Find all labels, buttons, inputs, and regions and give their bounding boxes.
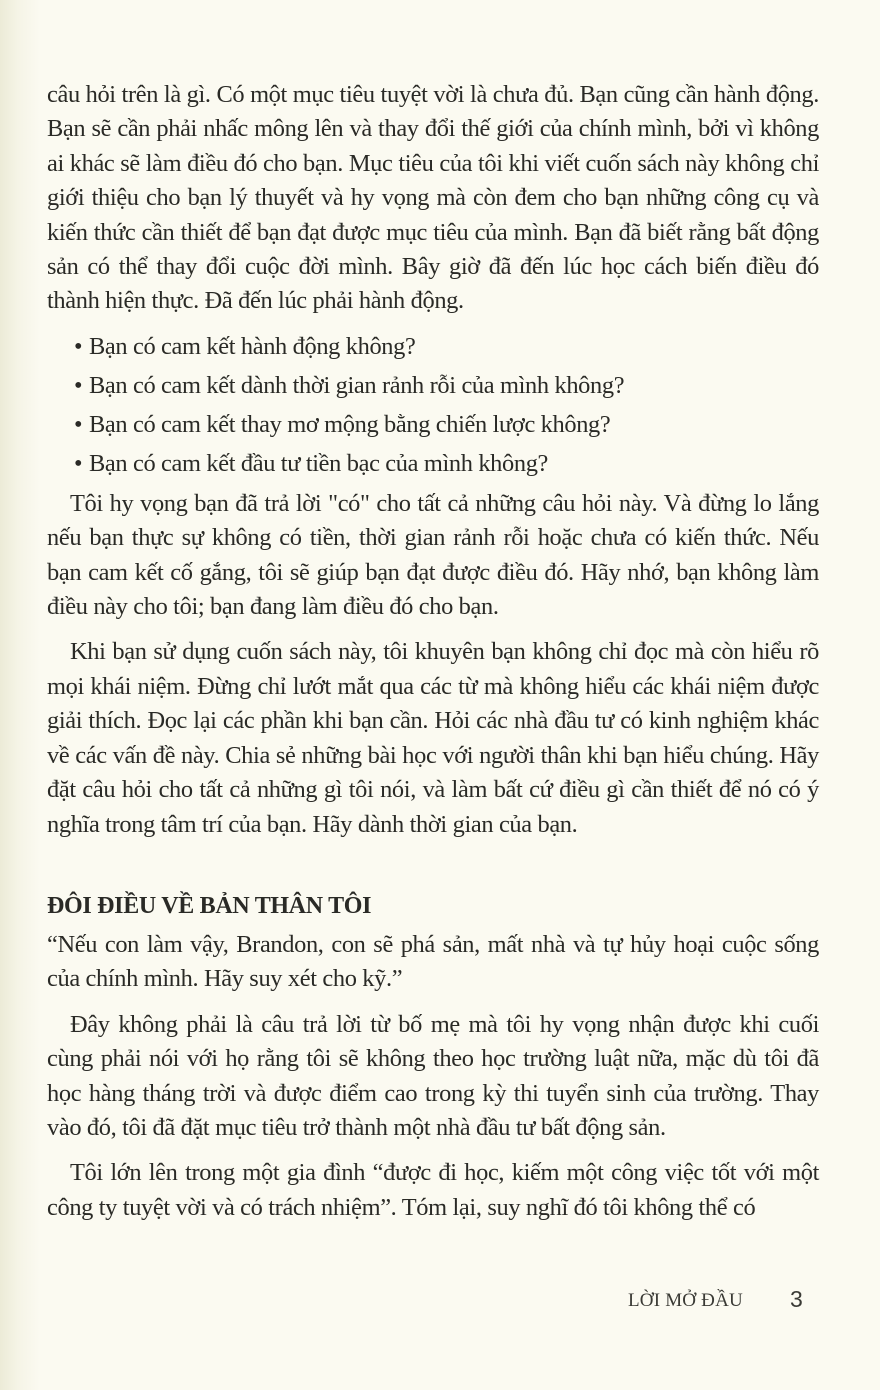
list-item: • Bạn có cam kết đầu tư tiền bạc của mình không? — [74, 448, 819, 480]
section-heading: ĐÔI ĐIỀU VỀ BẢN THÂN TÔI — [47, 892, 372, 919]
list-item: • Bạn có cam kết thay mơ mộng bằng chiến lược không? — [74, 409, 819, 441]
page-body — [47, 78, 819, 1225]
paragraph: Tôi hy vọng bạn đã trả lời "có" cho tất cả những câu hỏi này. Và đừng lo lắng nếu bạn thực sự không có tiền, thời gian rảnh rỗi hoặc chưa có kiến thức. Nếu bạn cam kết cố gắng, tôi sẽ giúp bạn đạt được điều đó. Hãy nhớ, bạn không làm điều này cho tôi; bạn đang làm điều đó cho bạn. — [47, 489, 819, 621]
page-number: 3 — [790, 1286, 803, 1312]
commitment-question-list — [47, 331, 819, 480]
running-head: LỜI MỞ ĐẦU — [628, 1290, 743, 1311]
page-footer — [0, 1286, 880, 1316]
list-item: • Bạn có cam kết dành thời gian rảnh rỗi của mình không? — [74, 370, 819, 402]
paragraph: Đây không phải là câu trả lời từ bố mẹ mà tôi hy vọng nhận được khi cuối cùng phải nói với họ rằng tôi sẽ không theo học trường luật nữa, mặc dù tôi đã học hàng tháng trời và được điểm cao trong kỳ thi tuyển sinh của trường. Thay vào đó, tôi đã đặt mục tiêu trở thành một nhà đầu tư bất động sản. — [47, 1010, 819, 1141]
bullet-icon: • — [74, 410, 83, 438]
bullet-icon: • — [74, 449, 83, 477]
list-item: • Bạn có cam kết hành động không? — [74, 331, 819, 363]
bullet-icon: • — [74, 371, 83, 399]
paragraph: Khi bạn sử dụng cuốn sách này, tôi khuyên bạn không chỉ đọc mà còn hiểu rõ mọi khái niệm. Đừng chỉ lướt mắt qua các từ mà không hiểu các khái niệm được giải thích. Đọc lại các phần khi bạn cần. Hỏi các nhà đầu tư có kinh nghiệm khác về các vấn đề này. Chia sẻ những bài học với người thân khi bạn hiểu chúng. Hãy đặt câu hỏi cho tất cả những gì tôi nói, và làm bất cứ điều gì cần thiết để nó có ý nghĩa trong tâm trí của bạn. Hãy dành thời gian của bạn. — [47, 638, 819, 838]
paragraph-continued: câu hỏi trên là gì. Có một mục tiêu tuyệt vời là chưa đủ. Bạn cũng cần hành động. Bạn sẽ cần phải nhấc mông lên và thay đổi thế giới của chính mình, bởi vì không ai khác sẽ làm điều đó cho bạn. Mục tiêu của tôi khi viết cuốn sách này không chỉ giới thiệu cho bạn lý thuyết và hy vọng mà còn đem cho bạn những công cụ và kiến thức cần thiết để bạn đạt được mục tiêu của mình. Bạn đã biết rằng bất động sản có thể thay đổi cuộc đời mình. Bây giờ đã đến lúc học cách biến điều đó thành hiện thực. Đã đến lúc phải hành động. — [47, 81, 819, 315]
paragraph: Tôi lớn lên trong một gia đình “được đi học, kiếm một công việc tốt với một công ty tuyệt vời và có trách nhiệm”. Tóm lại, suy nghĩ đó tôi không thể có — [47, 1159, 819, 1221]
opening-quote: “Nếu con làm vậy, Brandon, con sẽ phá sản, mất nhà và tự hủy hoại cuộc sống của chính mình. Hãy suy xét cho kỹ.” — [47, 930, 819, 993]
page-gutter-shadow — [0, 0, 40, 1390]
bullet-icon: • — [74, 332, 83, 360]
